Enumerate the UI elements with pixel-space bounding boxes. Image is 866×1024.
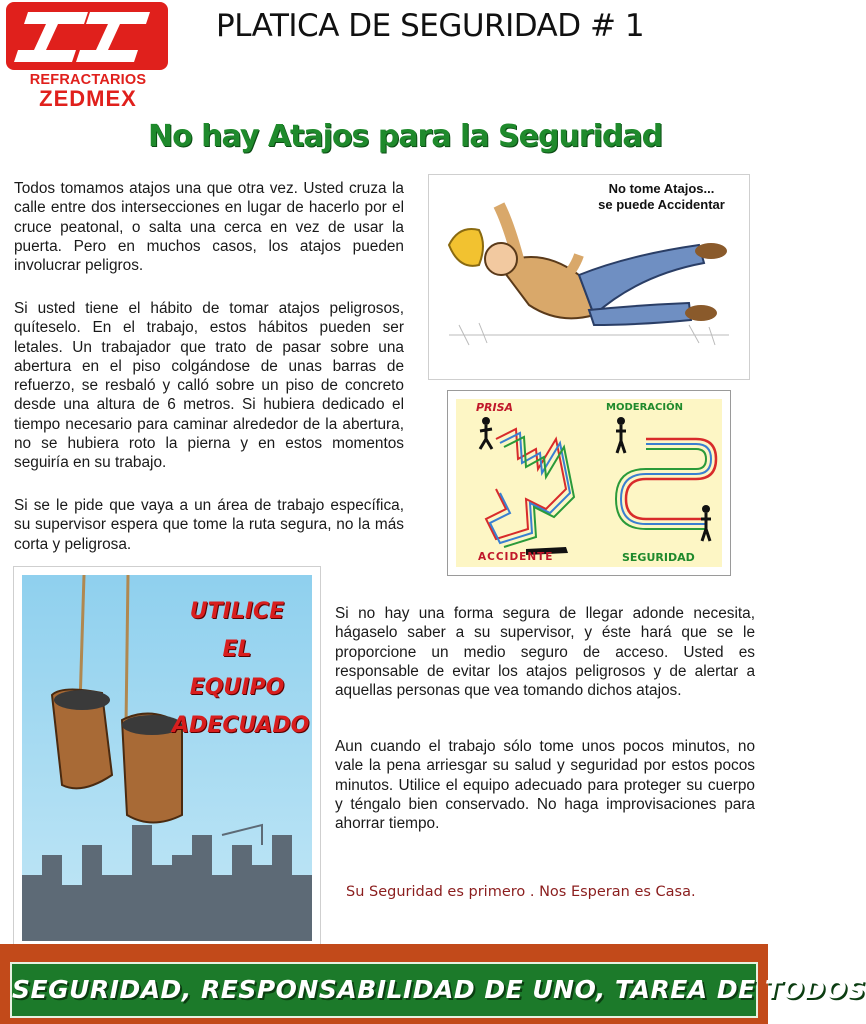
illustration-prisa-moderacion: [447, 390, 731, 576]
label-moderacion: MODERACIÓN: [606, 402, 683, 413]
document-title: PLATICA DE SEGURIDAD # 1: [216, 8, 645, 44]
paragraph-equipment: Aun cuando el trabajo sólo tome unos pocos minutos, no vale la pena arriesgar su salud y seguridad por estos pocos minutos. Utilice el equipo adecuado para proteger su cuerpo y téngalo bien conservado. No haga improvisaciones para ahorrar tiempo.: [335, 738, 755, 833]
paragraph-intro: Todos tomamos atajos una que otra vez. Usted cruza la calle entre dos intersecciones en lugar de hacerlo por el cruce peatonal, o salta una cerca en vez de usar la puerta. Pero en muchos casos, los atajos pueden involucrar peligros.: [14, 180, 404, 275]
illustration-caption: [579, 181, 744, 213]
paragraph-route: Si se le pide que vaya a un área de trabajo específica, su supervisor espera que tome la ruta segura, no la más corta y peligrosa.: [14, 497, 404, 553]
equipo-text-line-1: UTILICE: [189, 599, 285, 624]
label-seguridad: SEGURIDAD: [622, 551, 695, 564]
equipo-text-line-2: EL EQUIPO: [189, 637, 285, 700]
illustration-equipo-adecuado: [13, 566, 321, 950]
paragraph-habit: Si usted tiene el hábito de tomar atajos peligrosos, quíteselo. En el trabajo, estos hábitos pueden ser letales. Un trabajador que trato de pasar sobre una abertura en el piso colgándose de unas barras de refuerzo, se resbaló y calló sobre un piso de concreto desde una altura de 6 metros. Si hubiera dedicado el tiempo necesario para caminar alrededor de la abertura, no se hubiera roto la pierna y en estos momentos seguiría en su trabajo.: [14, 300, 404, 472]
label-prisa: PRISA: [476, 401, 514, 414]
paragraph-supervisor: Si no hay una forma segura de llegar adonde necesita, hágaselo saber a su supervisor, y éste hará que se le proporcione un medio seguro de acceso. Usted es responsable de evitar los atajos peligrosos y de alertar a aquellas personas que vea tomando dichos atajos.: [335, 605, 755, 700]
label-accidente: ACCIDENTE: [478, 551, 554, 563]
equipo-adecuado-text: [172, 593, 310, 745]
company-logo: [6, 2, 168, 111]
illustration-falling-worker: [428, 174, 750, 380]
paths-drawing: [456, 399, 722, 567]
logo-mark: [6, 2, 168, 70]
safety-banner: [10, 962, 866, 1018]
logo-text-refractarios: REFRACTARIOS: [29, 72, 147, 88]
caption-line-2: se puede Accidentar: [598, 197, 725, 212]
footer-note: Su Seguridad es primero . Nos Esperan es Casa.: [346, 884, 696, 900]
banner-text: SEGURIDAD, RESPONSABILIDAD DE UNO, TAREA DE TODOS: [12, 975, 866, 1004]
headline: No hay Atajos para la Seguridad: [148, 119, 663, 154]
equipo-text-line-3: ADECUADO: [172, 713, 310, 738]
caption-line-1: No tome Atajos...: [608, 181, 715, 196]
logo-text-zedmex: ZEDMEX: [39, 86, 137, 111]
equipo-adecuado-panel: [22, 575, 312, 941]
prisa-moderacion-panel: [456, 399, 722, 567]
